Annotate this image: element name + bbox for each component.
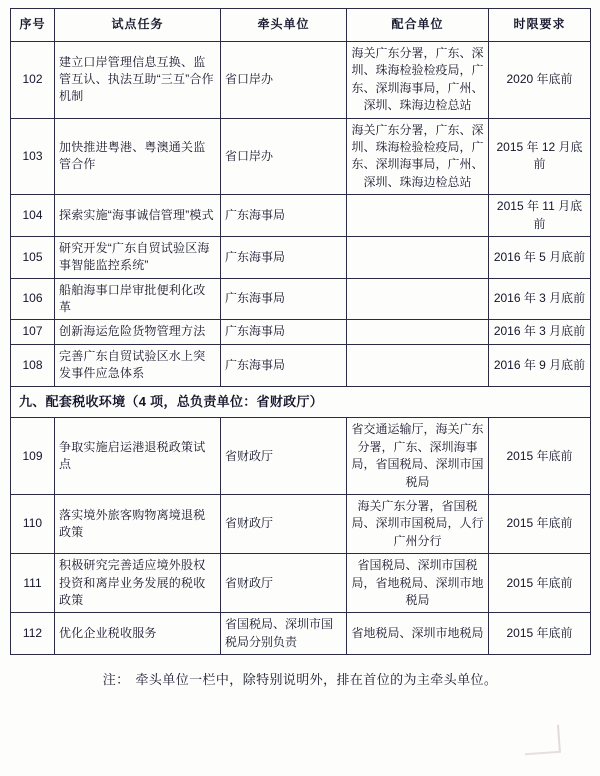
cell-index: 110 xyxy=(11,495,55,554)
cell-index: 105 xyxy=(11,236,55,278)
cell-index: 108 xyxy=(11,344,55,386)
pilot-task-table xyxy=(10,8,591,655)
cell-lead-unit: 广东海事局 xyxy=(221,278,347,320)
table-row xyxy=(11,42,591,119)
cell-index: 109 xyxy=(11,418,55,495)
cell-deadline: 2015 年底前 xyxy=(489,495,591,554)
cell-lead-unit: 广东海事局 xyxy=(221,320,347,344)
table-row xyxy=(11,554,591,613)
cell-lead-unit: 广东海事局 xyxy=(221,236,347,278)
table-row xyxy=(11,320,591,344)
section-heading-text: 九、配套税收环境（4 项，总负责单位：省财政厅） xyxy=(11,386,591,418)
column-header-lead-unit: 牵头单位 xyxy=(221,9,347,42)
cell-index: 107 xyxy=(11,320,55,344)
cell-task: 完善广东自贸试验区水上突发事件应急体系 xyxy=(55,344,221,386)
cell-lead-unit: 广东海事局 xyxy=(221,195,347,237)
cell-deadline: 2015 年底前 xyxy=(489,418,591,495)
cell-lead-unit: 省财政厅 xyxy=(221,495,347,554)
table-row xyxy=(11,613,591,655)
footnote xyxy=(10,669,590,688)
table-row xyxy=(11,495,591,554)
table-body xyxy=(11,42,591,655)
column-header-task: 试点任务 xyxy=(55,9,221,42)
cell-deadline: 2016 年 9 月底前 xyxy=(489,344,591,386)
section-heading-row xyxy=(11,386,591,418)
cell-task: 优化企业税收服务 xyxy=(55,613,221,655)
cell-task: 创新海运危险货物管理方法 xyxy=(55,320,221,344)
cell-cooperating-unit: 省交通运输厅，海关广东分署，广东、深圳海事局，省国税局、深圳市国税局 xyxy=(347,418,489,495)
cell-deadline: 2015 年底前 xyxy=(489,554,591,613)
cell-deadline: 2016 年 3 月底前 xyxy=(489,320,591,344)
column-header-deadline: 时限要求 xyxy=(489,9,591,42)
table-header-row xyxy=(11,9,591,42)
cell-task: 探索实施“海事诚信管理”模式 xyxy=(55,195,221,237)
cell-lead-unit: 省口岸办 xyxy=(221,42,347,119)
cell-cooperating-unit xyxy=(347,195,489,237)
cell-index: 103 xyxy=(11,118,55,195)
cell-deadline: 2015 年 12 月底前 xyxy=(489,118,591,195)
table-row xyxy=(11,195,591,237)
cell-lead-unit: 省财政厅 xyxy=(221,554,347,613)
table-row xyxy=(11,344,591,386)
cell-cooperating-unit xyxy=(347,320,489,344)
cell-cooperating-unit: 省国税局、深圳市国税局，省地税局、深圳市地税局 xyxy=(347,554,489,613)
table-row xyxy=(11,418,591,495)
cell-task: 研究开发“广东自贸试验区海事智能监控系统” xyxy=(55,236,221,278)
cell-deadline: 2016 年 5 月底前 xyxy=(489,236,591,278)
cell-cooperating-unit: 海关广东分署，广东、深圳、珠海检验检疫局，广东、深圳海事局，广州、深圳、珠海边检总站 xyxy=(347,42,489,119)
table-row xyxy=(11,278,591,320)
cell-cooperating-unit: 海关广东分署，广东、深圳、珠海检验检疫局，广东、深圳海事局，广州、深圳、珠海边检总站 xyxy=(347,118,489,195)
cell-lead-unit: 省财政厅 xyxy=(221,418,347,495)
table-row xyxy=(11,118,591,195)
cell-index: 104 xyxy=(11,195,55,237)
cell-lead-unit: 省国税局、深圳市国税局分别负责 xyxy=(221,613,347,655)
cell-deadline: 2015 年 11 月底前 xyxy=(489,195,591,237)
cell-task: 争取实施启运港退税政策试点 xyxy=(55,418,221,495)
column-header-cooperating-unit: 配合单位 xyxy=(347,9,489,42)
cell-task: 加快推进粤港、粤澳通关监管合作 xyxy=(55,118,221,195)
cell-task: 船舶海事口岸审批便利化改革 xyxy=(55,278,221,320)
scan-artifact xyxy=(523,725,561,755)
cell-lead-unit: 广东海事局 xyxy=(221,344,347,386)
cell-index: 106 xyxy=(11,278,55,320)
cell-task: 积极研究完善适应境外股权投资和离岸业务发展的税收政策 xyxy=(55,554,221,613)
cell-index: 112 xyxy=(11,613,55,655)
column-header-index: 序号 xyxy=(11,9,55,42)
cell-task: 建立口岸管理信息互换、监管互认、执法互助“三互”合作机制 xyxy=(55,42,221,119)
cell-index: 111 xyxy=(11,554,55,613)
cell-deadline: 2020 年底前 xyxy=(489,42,591,119)
cell-cooperating-unit xyxy=(347,236,489,278)
cell-cooperating-unit: 海关广东分署，省国税局、深圳市国税局，人行广州分行 xyxy=(347,495,489,554)
cell-cooperating-unit: 省地税局、深圳市地税局 xyxy=(347,613,489,655)
cell-index: 102 xyxy=(11,42,55,119)
cell-cooperating-unit xyxy=(347,344,489,386)
footnote-text: 牵头单位一栏中，除特别说明外，排在首位的为主牵头单位。 xyxy=(135,672,498,688)
footnote-label: 注： xyxy=(102,672,130,688)
cell-deadline: 2016 年 3 月底前 xyxy=(489,278,591,320)
cell-lead-unit: 省口岸办 xyxy=(221,118,347,195)
cell-deadline: 2015 年底前 xyxy=(489,613,591,655)
table-row xyxy=(11,236,591,278)
table-header xyxy=(11,9,591,42)
cell-cooperating-unit xyxy=(347,278,489,320)
cell-task: 落实境外旅客购物离境退税政策 xyxy=(55,495,221,554)
